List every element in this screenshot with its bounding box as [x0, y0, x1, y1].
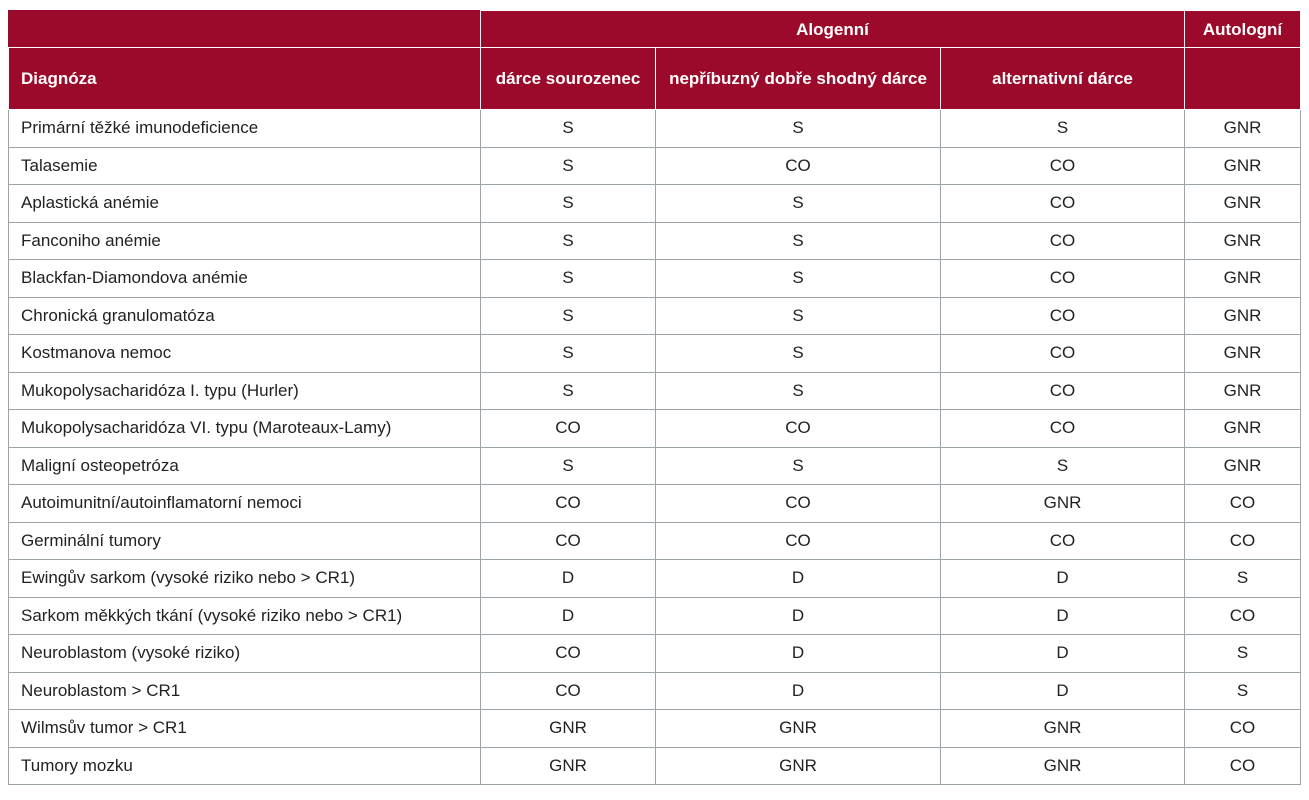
cell-alternative: D	[941, 635, 1185, 673]
cell-unrelated: S	[656, 260, 941, 298]
cell-autologous: GNR	[1185, 335, 1301, 373]
cell-unrelated: D	[656, 560, 941, 598]
cell-autologous: S	[1185, 672, 1301, 710]
table-row	[9, 485, 1301, 523]
cell-unrelated: S	[656, 222, 941, 260]
table-row	[9, 260, 1301, 298]
table-row	[9, 222, 1301, 260]
cell-unrelated: GNR	[656, 747, 941, 785]
cell-unrelated: D	[656, 635, 941, 673]
cell-alternative: CO	[941, 222, 1185, 260]
header-diagnosis: Diagnóza	[9, 48, 481, 110]
table-row	[9, 335, 1301, 373]
cell-alternative: CO	[941, 185, 1185, 223]
cell-autologous: CO	[1185, 485, 1301, 523]
cell-diagnosis: Primární těžké imunodeficience	[9, 110, 481, 148]
indications-table-container	[8, 10, 1300, 785]
header-alternative-donor: alternativní dárce	[941, 48, 1185, 110]
cell-alternative: CO	[941, 522, 1185, 560]
cell-alternative: GNR	[941, 710, 1185, 748]
cell-unrelated: GNR	[656, 710, 941, 748]
cell-unrelated: S	[656, 297, 941, 335]
table-row	[9, 372, 1301, 410]
cell-autologous: GNR	[1185, 147, 1301, 185]
table-row	[9, 110, 1301, 148]
cell-sibling: CO	[481, 635, 656, 673]
table-row	[9, 747, 1301, 785]
cell-diagnosis: Tumory mozku	[9, 747, 481, 785]
cell-alternative: GNR	[941, 485, 1185, 523]
cell-autologous: GNR	[1185, 372, 1301, 410]
cell-diagnosis: Chronická granulomatóza	[9, 297, 481, 335]
cell-autologous: CO	[1185, 747, 1301, 785]
cell-diagnosis: Mukopolysacharidóza VI. typu (Maroteaux-Lamy)	[9, 410, 481, 448]
cell-autologous: GNR	[1185, 447, 1301, 485]
cell-alternative: CO	[941, 297, 1185, 335]
cell-alternative: S	[941, 110, 1185, 148]
cell-diagnosis: Wilmsův tumor > CR1	[9, 710, 481, 748]
cell-autologous: CO	[1185, 597, 1301, 635]
cell-alternative: D	[941, 672, 1185, 710]
cell-sibling: S	[481, 335, 656, 373]
cell-diagnosis: Autoimunitní/autoinflamatorní nemoci	[9, 485, 481, 523]
cell-unrelated: CO	[656, 522, 941, 560]
cell-diagnosis: Fanconiho anémie	[9, 222, 481, 260]
cell-autologous: GNR	[1185, 222, 1301, 260]
cell-autologous: GNR	[1185, 185, 1301, 223]
cell-autologous: CO	[1185, 710, 1301, 748]
cell-unrelated: CO	[656, 485, 941, 523]
cell-unrelated: S	[656, 335, 941, 373]
cell-autologous: S	[1185, 560, 1301, 598]
cell-autologous: S	[1185, 635, 1301, 673]
cell-alternative: CO	[941, 147, 1185, 185]
header-autologous-group: Autologní	[1185, 11, 1301, 48]
cell-sibling: CO	[481, 672, 656, 710]
header-allogeneic-group: Alogenní	[481, 11, 1185, 48]
table-row	[9, 597, 1301, 635]
cell-sibling: S	[481, 260, 656, 298]
cell-autologous: GNR	[1185, 260, 1301, 298]
table-row	[9, 147, 1301, 185]
table-row	[9, 447, 1301, 485]
indications-table	[8, 10, 1301, 785]
cell-diagnosis: Kostmanova nemoc	[9, 335, 481, 373]
cell-diagnosis: Aplastická anémie	[9, 185, 481, 223]
cell-sibling: GNR	[481, 747, 656, 785]
cell-sibling: S	[481, 110, 656, 148]
table-row	[9, 522, 1301, 560]
cell-alternative: GNR	[941, 747, 1185, 785]
table-row	[9, 710, 1301, 748]
table-header	[9, 11, 1301, 110]
cell-diagnosis: Mukopolysacharidóza I. typu (Hurler)	[9, 372, 481, 410]
cell-alternative: CO	[941, 335, 1185, 373]
cell-autologous: GNR	[1185, 110, 1301, 148]
cell-diagnosis: Ewingův sarkom (vysoké riziko nebo > CR1)	[9, 560, 481, 598]
table-row	[9, 297, 1301, 335]
cell-sibling: S	[481, 372, 656, 410]
cell-sibling: S	[481, 147, 656, 185]
cell-alternative: S	[941, 447, 1185, 485]
cell-alternative: CO	[941, 372, 1185, 410]
cell-sibling: D	[481, 597, 656, 635]
cell-sibling: GNR	[481, 710, 656, 748]
cell-sibling: CO	[481, 522, 656, 560]
header-corner-cell	[9, 11, 481, 48]
cell-unrelated: D	[656, 672, 941, 710]
cell-alternative: CO	[941, 410, 1185, 448]
header-row-columns	[9, 48, 1301, 110]
cell-diagnosis: Neuroblastom (vysoké riziko)	[9, 635, 481, 673]
cell-unrelated: S	[656, 372, 941, 410]
cell-sibling: D	[481, 560, 656, 598]
cell-diagnosis: Talasemie	[9, 147, 481, 185]
cell-diagnosis: Maligní osteopetróza	[9, 447, 481, 485]
header-unrelated-donor: nepříbuzný dobře shodný dárce	[656, 48, 941, 110]
header-autologous-empty	[1185, 48, 1301, 110]
cell-autologous: CO	[1185, 522, 1301, 560]
table-row	[9, 635, 1301, 673]
cell-diagnosis: Germinální tumory	[9, 522, 481, 560]
cell-autologous: GNR	[1185, 297, 1301, 335]
cell-unrelated: S	[656, 110, 941, 148]
cell-unrelated: S	[656, 185, 941, 223]
cell-sibling: CO	[481, 485, 656, 523]
table-row	[9, 672, 1301, 710]
cell-sibling: CO	[481, 410, 656, 448]
table-row	[9, 410, 1301, 448]
cell-sibling: S	[481, 185, 656, 223]
cell-diagnosis: Sarkom měkkých tkání (vysoké riziko nebo > CR1)	[9, 597, 481, 635]
cell-unrelated: CO	[656, 147, 941, 185]
cell-sibling: S	[481, 447, 656, 485]
cell-diagnosis: Neuroblastom > CR1	[9, 672, 481, 710]
header-sibling-donor: dárce sourozenec	[481, 48, 656, 110]
cell-sibling: S	[481, 222, 656, 260]
header-row-groups	[9, 11, 1301, 48]
cell-autologous: GNR	[1185, 410, 1301, 448]
cell-alternative: D	[941, 597, 1185, 635]
cell-alternative: CO	[941, 260, 1185, 298]
cell-alternative: D	[941, 560, 1185, 598]
table-row	[9, 185, 1301, 223]
cell-unrelated: D	[656, 597, 941, 635]
cell-unrelated: S	[656, 447, 941, 485]
table-body	[9, 110, 1301, 785]
cell-unrelated: CO	[656, 410, 941, 448]
cell-sibling: S	[481, 297, 656, 335]
cell-diagnosis: Blackfan-Diamondova anémie	[9, 260, 481, 298]
table-row	[9, 560, 1301, 598]
